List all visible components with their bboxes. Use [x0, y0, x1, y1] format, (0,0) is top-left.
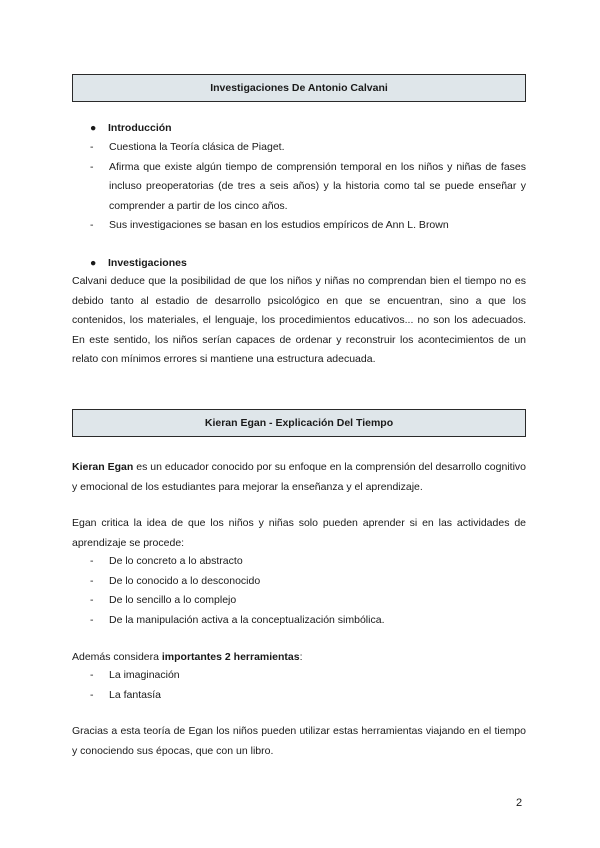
critique-paragraph: Egan critica la idea de que los niños y niñas solo pueden aprender si en las actividades de aprendizaje se procede:	[72, 517, 526, 549]
section-title-egan: Kieran Egan - Explicación Del Tiempo	[72, 409, 526, 437]
bullet-dot-icon: ●	[90, 257, 97, 269]
list-item: - Sus investigaciones se basan en los estudios empíricos de Ann L. Brown	[90, 219, 449, 231]
egan-name: Kieran Egan	[72, 461, 134, 473]
list-item: - La imaginación	[90, 669, 180, 681]
investigaciones-heading-text: Investigaciones	[108, 257, 187, 269]
investigaciones-heading	[90, 257, 187, 269]
page-number: 2	[516, 797, 523, 809]
intro-heading	[90, 122, 172, 134]
list-item: - De lo concreto a lo abstracto	[90, 555, 243, 567]
critique-list	[90, 552, 526, 630]
closing-paragraph: Gracias a esta teoría de Egan los niños pueden utilizar estas herramientas viajando en el tiempo y conociendo sus épocas, que con un libro.	[72, 725, 526, 757]
intro-list	[90, 138, 526, 236]
investigaciones-paragraph: Calvani deduce que la posibilidad de que los niños y niñas no comprendan bien el tiempo no es debido tanto al estadio de desarrollo psicológico en que se encuentran, sino a que los contenidos, los materiales, el lenguaje, los procedimientos educativos... no son los adecuados. En este sentido, los niños serían capaces de ordenar y reconstruir los acontecimientos de un relato con mínimos errores si mantiene una estructura adecuada.	[72, 275, 526, 365]
egan-intro-paragraph: Kieran Egan es un educador conocido por su enfoque en la comprensión del desarrollo cognitivo y emocional de los estudiantes para mejorar la enseñanza y el aprendizaje.	[72, 461, 526, 493]
list-item: - De lo sencillo a lo complejo	[90, 594, 237, 606]
list-item: - De lo conocido a lo desconocido	[90, 574, 261, 587]
tools-paragraph: Además considera importantes 2 herramientas:	[72, 651, 303, 663]
intro-heading-text: Introducción	[108, 122, 172, 134]
section-title-calvani: Investigaciones De Antonio Calvani	[72, 74, 526, 102]
list-item: - De la manipulación activa a la conceptualización simbólica.	[90, 613, 385, 626]
list-item: - Afirma que existe algún tiempo de comprensión temporal en los niños y niñas de fases incluso preoperatorias (de tres a seis años) y la historia como tal se puede enseñar y comprender a partir de los cinco años.	[90, 160, 526, 212]
list-item: - Cuestiona la Teoría clásica de Piaget.	[90, 141, 285, 153]
bullet-dot-icon: ●	[90, 122, 97, 134]
tools-list	[90, 666, 526, 705]
list-item: - La fantasía	[90, 688, 161, 701]
